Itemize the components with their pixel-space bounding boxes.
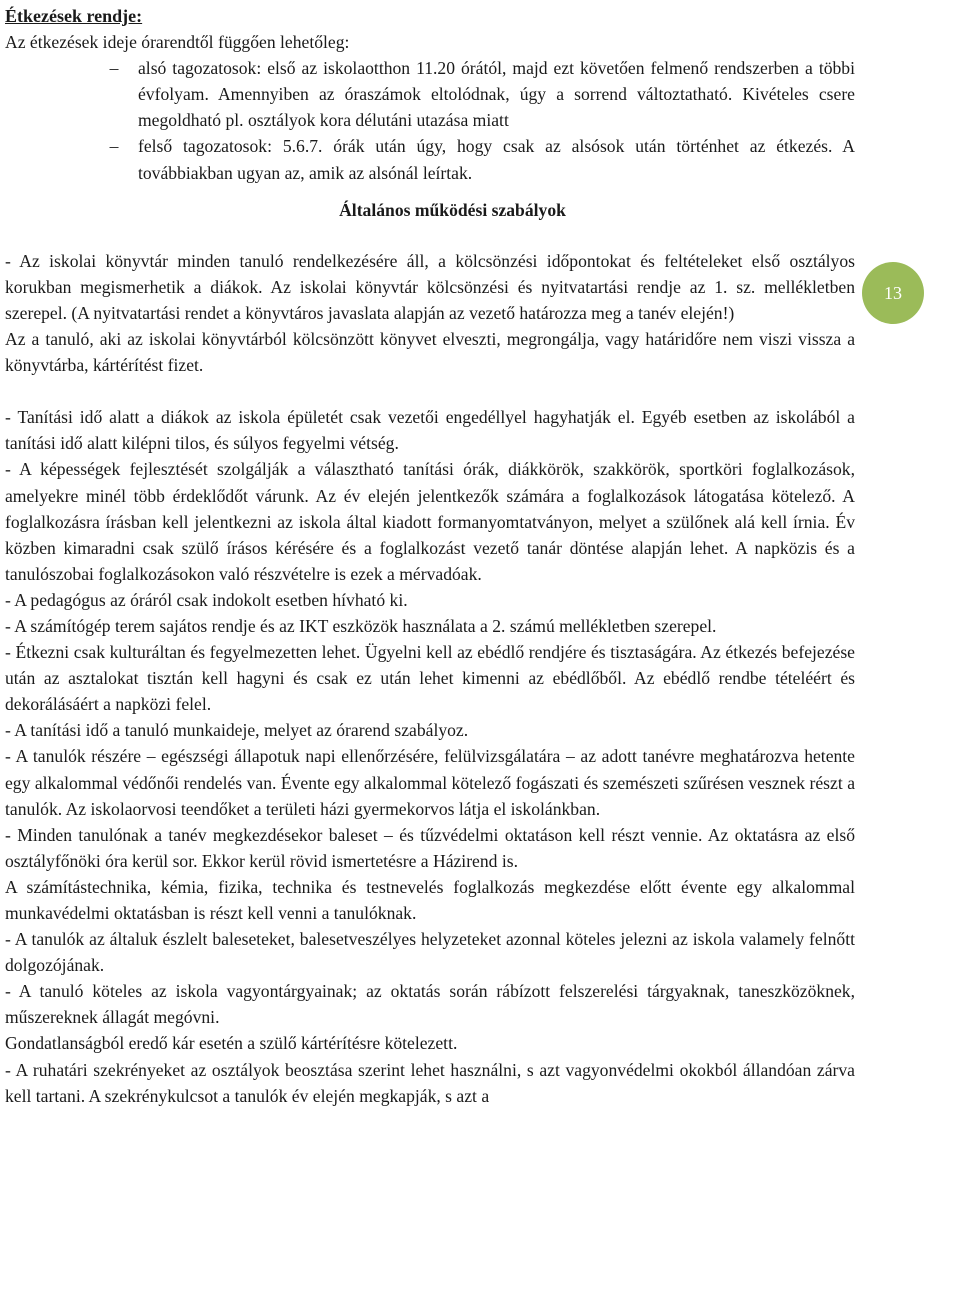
library-paragraph: - Az iskolai könyvtár minden tanuló rendelkezésére áll, a kölcsönzési időpontokat és feltételeket első osztályos korukban megismerhetik a diákok. Az iskolai könyvtár kölcsönzési és nyitvatartási rendje az 1. sz. mellékletben szerepel. (A nyitvatartási rendet a könyvtáros javaslata alapján az vezető határozza meg a tanév elején!) [5,250,855,323]
section-title: Általános működési szabályok [339,199,566,220]
dash-marker: – [109,136,119,157]
meals-intro: Az étkezések ideje órarendtől függően lehetőleg: [5,32,350,53]
library-paragraph: Az a tanuló, aki az iskolai könyvtárból kölcsönzött könyvet elveszti, megrongálja, vagy határidőre nem viszi vissza a könyvtárba, kártérítést fizet. [5,329,855,376]
rule-paragraph: - Tanítási idő alatt a diákok az iskola épületét csak vezetői engedéllyel hagyhatják el. Egyéb esetben az iskolából a tanítási idő alatt kilépni tilos, és súlyos fegyelmi vétség. [5,407,855,454]
rule-paragraph: - Minden tanulónak a tanév megkezdésekor baleset – és tűzvédelmi oktatáson kell részt vennie. Az oktatásra az első osztályfőnöki óra kerül sor. Ekkor kerül rövid ismertetésre a Házirend is. [5,824,855,871]
document-page [5,0,855,1109]
rule-paragraph: - A számítógép terem sajátos rendje és az IKT eszközök használata a 2. számú mellékletben szerepel. [5,615,717,636]
list-item [5,133,855,185]
meals-heading: Étkezések rendje: [5,6,143,26]
rule-paragraph: - A tanulók részére – egészségi állapotuk napi ellenőrzésére, felülvizsgálatára – az adott tanévre meghatározva hetente egy alkalommal védőnői rendelés van. Évente egy alkalommal kötelező fogászati és szemészeti szűrésen vesznek részt a tanulók. Az iskolaorvosi teendőket a területi házi gyermekorvos látja el iskolánkban. [5,746,855,819]
rule-paragraph: - A tanulók az általuk észlelt baleseteket, balesetveszélyes helyzeteket azonnal köteles jelezni az iskola valamely felnőtt dolgozójának. [5,929,855,976]
page-number-badge: 13 [862,262,924,324]
rule-paragraph: Gondatlanságból eredő kár esetén a szülő kártérítésre kötelezett. [5,1033,458,1054]
list-item-text: felső tagozatosok: 5.6.7. órák után úgy, hogy csak az alsósok után történhet az étkezés. A továbbiakban ugyan az, amik az alsónál leírtak. [138,136,855,183]
rule-paragraph: - A tanuló köteles az iskola vagyontárgyainak; az oktatás során rábízott felszerelési tárgyaknak, taneszközöknek, műszereknek állagát megóvni. [5,981,855,1028]
meal-schedule-list [5,55,855,185]
rule-paragraph: - A pedagógus az óráról csak indokolt esetben hívható ki. [5,589,408,610]
rule-paragraph: - A ruhatári szekrényeket az osztályok beosztása szerint lehet használni, s azt vagyonvédelmi okokból állandóan zárva kell tartani. A szekrénykulcsot a tanulók év elején megkapják, s azt a [5,1059,855,1106]
rule-paragraph: - A tanítási idő a tanuló munkaideje, melyet az órarend szabályoz. [5,720,469,741]
list-item-text: alsó tagozatosok: első az iskolaotthon 11.20 órától, majd ezt követően felmenő rendszerben a többi évfolyam. Amennyiben az óraszámok eltolódnak, úgy a sorrend változtatható. Kivételes csere megoldható pl. osztályok kora délutáni utazása miatt [138,58,855,131]
rule-paragraph: - A képességek fejlesztését szolgálják a választható tanítási órák, diákkörök, szakkörök, sportköri foglalkozások, amelyekre minél több érdeklődőt várunk. Az év elején jelentkezők számára a foglalkozások látogatása kötelező. A foglalkozásra írásban kell jelentkezni az iskola által kiadott formanyomtatványon, melyet a szülőnek alá kell írnia. Év közben kimaradni csak szülő írásos kérésére és a foglalkozást vezető tanár döntése alapján lehet. A napközis és a tanulószobai foglalkozásokon való részvételre is ezek a mérvadóak. [5,459,855,584]
list-item [5,55,855,133]
rule-paragraph: - Étkezni csak kulturáltan és fegyelmezetten lehet. Ügyelni kell az ebédlő rendjére és tisztaságára. Az étkezés befejezése után az asztalokat tisztán kell hagyni és csak ez után lehet kimenni az ebédlőből. Az ebédlő rendbe tételéért és dekorálásáért a napközi felel. [5,642,855,715]
dash-marker: – [109,58,119,79]
rule-paragraph: A számítástechnika, kémia, fizika, technika és testnevelés foglalkozás megkezdése előtt évente egy alkalommal munkavédelmi oktatásban is részt kell venni a tanulóknak. [5,876,855,923]
